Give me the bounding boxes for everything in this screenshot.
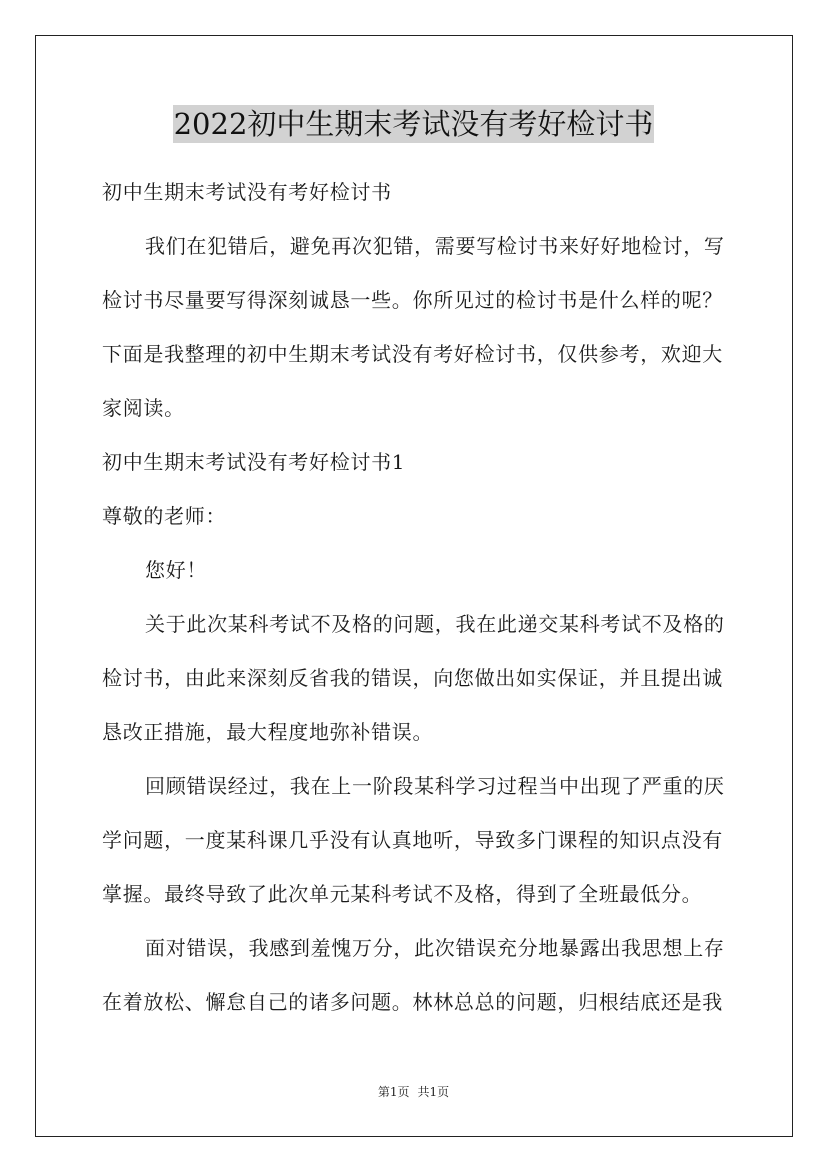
paragraph-line: 恳改正措施，最大程度地弥补错误。: [102, 720, 434, 744]
subtitle: 初中生期末考试没有考好检讨书: [102, 180, 392, 204]
paragraph-line: 掌握。最终导致了此次单元某科考试不及格，得到了全班最低分。: [102, 882, 703, 906]
paragraph-line: 回顾错误经过，我在上一阶段某科学习过程当中出现了严重的厌: [145, 774, 725, 798]
page-number: 第1页: [377, 1085, 410, 1099]
page-footer: [0, 1083, 827, 1101]
paragraph-line: 面对错误，我感到羞愧万分，此次错误充分地暴露出我思想上存: [145, 936, 725, 960]
paragraph-line: 关于此次某科考试不及格的问题，我在此递交某科考试不及格的: [145, 612, 725, 636]
greeting: 您好！: [145, 558, 208, 582]
title-row: [0, 105, 827, 143]
paragraph-line: 在着放松、懈怠自己的诸多问题。林林总总的问题，归根结底还是我: [102, 990, 723, 1014]
document-body: [102, 165, 742, 1029]
intro-line: 下面是我整理的初中生期末考试没有考好检讨书，仅供参考，欢迎大: [102, 342, 723, 366]
intro-line: 我们在犯错后，避免再次犯错，需要写检讨书来好好地检讨，写: [145, 234, 725, 258]
paragraph-line: 检讨书，由此来深刻反省我的错误，向您做出如实保证，并且提出诚: [102, 666, 723, 690]
section-heading: 初中生期末考试没有考好检讨书1: [102, 450, 406, 474]
salutation: 尊敬的老师：: [102, 504, 227, 528]
intro-line: 检讨书尽量要写得深刻诚恳一些。你所见过的检讨书是什么样的呢？: [102, 288, 723, 312]
page-total: 共1页: [417, 1085, 450, 1099]
intro-line: 家阅读。: [102, 396, 185, 420]
paragraph-line: 学问题，一度某科课几乎没有认真地听，导致多门课程的知识点没有: [102, 828, 723, 852]
document-title: 2022初中生期末考试没有考好检讨书: [173, 107, 654, 141]
